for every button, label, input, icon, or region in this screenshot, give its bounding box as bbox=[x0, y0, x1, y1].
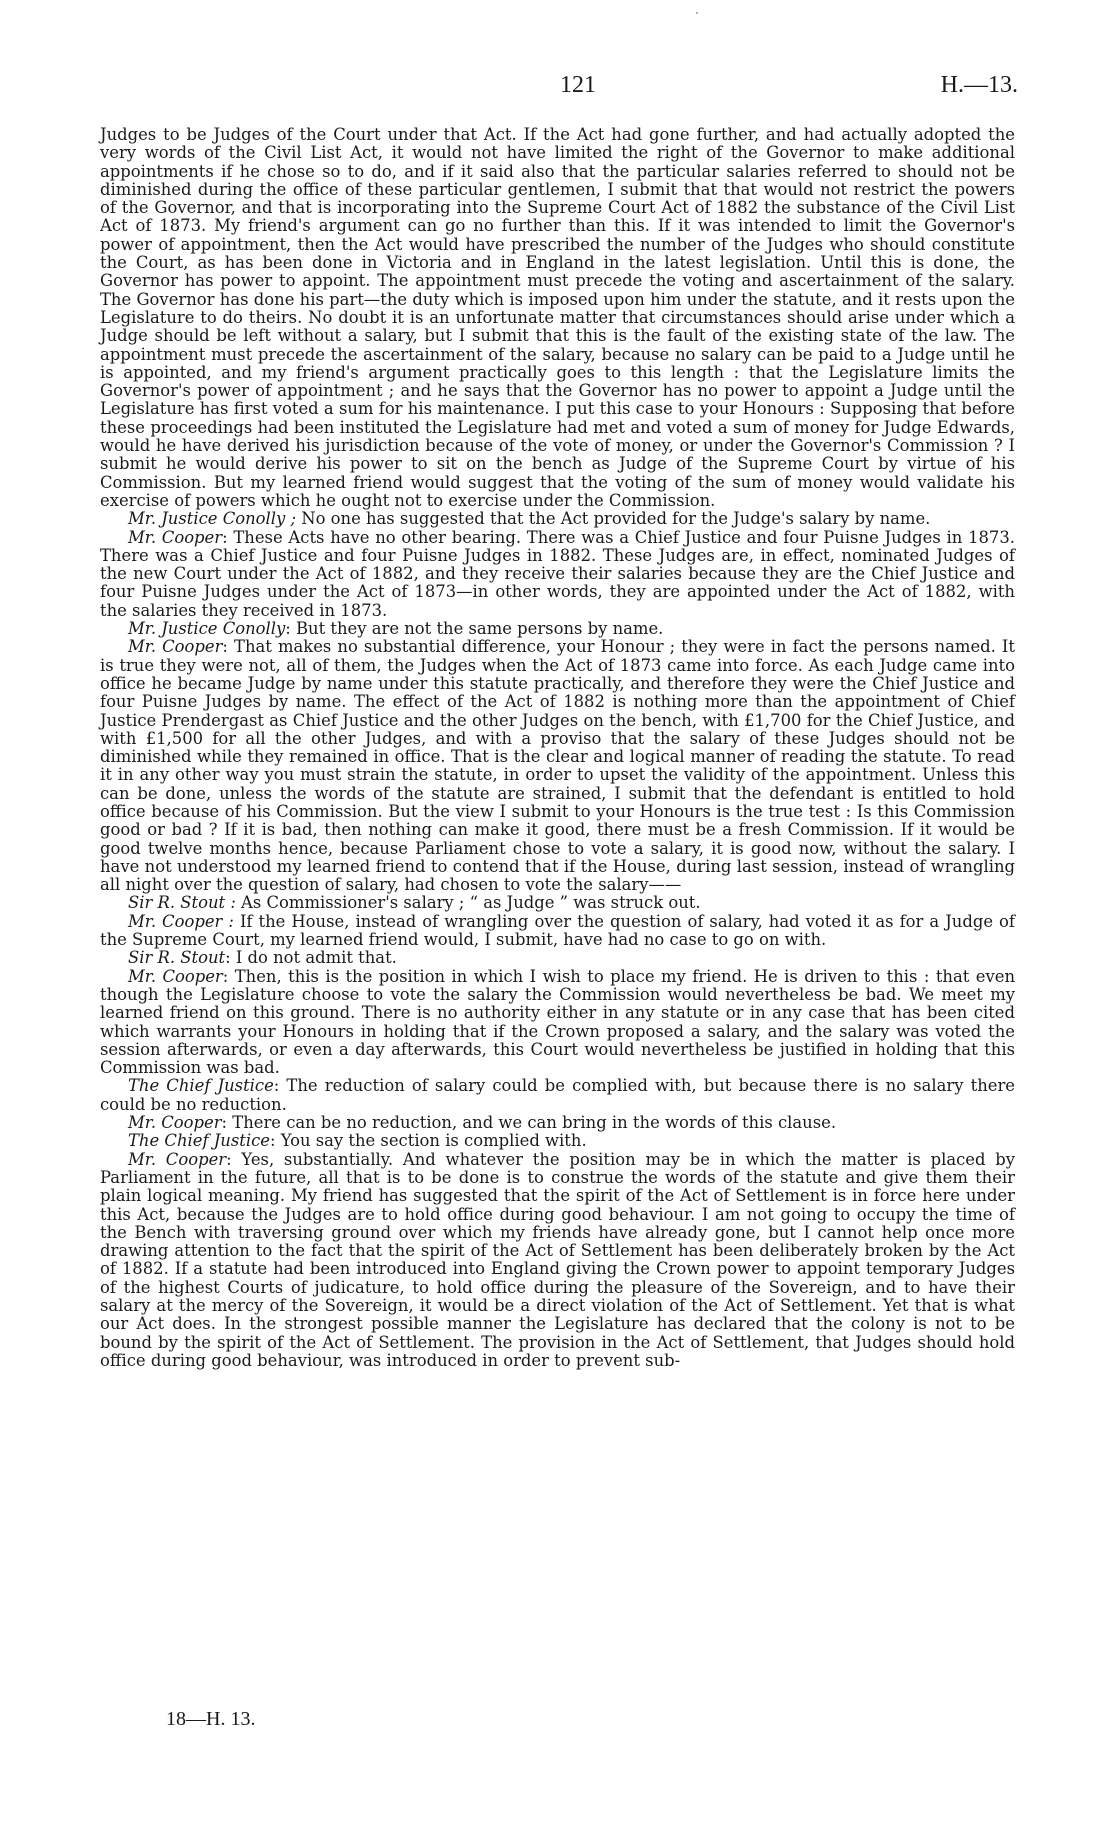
page-signature: 18—H. 13. bbox=[166, 1708, 256, 1730]
scan-speck bbox=[696, 12, 698, 14]
page-header bbox=[0, 58, 1114, 98]
paragraph-text: No one has suggested that the Act provided for the Judge's salary by name. bbox=[296, 509, 931, 529]
speaker-name: Sir R. Stout bbox=[128, 948, 226, 968]
paragraph-text: : There can be no reduction, and we can bring in the words of this clause. bbox=[221, 1113, 837, 1133]
speaker-name: Mr. Cooper : bbox=[128, 911, 234, 931]
speaker-name: Mr. Cooper bbox=[128, 1149, 227, 1169]
paragraph-text: : The reduction of salary could be complied with, but because there is no salary there could be no reduction. bbox=[100, 1076, 1015, 1114]
paragraph-text: : Then, this is the position in which I wish to place my friend. He is driven to this : that even though the Legislature choose to vote the salary the Commission would nevertheless be bad. We meet my learned friend on this ground. There is no authority either in any statute or in any case that has been cited which warrants your Honours in holding that if the Crown proposed a salary, and the salary was voted the session afterwards, or even a day afterwards, this Court would nevertheless be justified in holding that this Commission was bad. bbox=[100, 966, 1016, 1078]
speaker-name: The Chief Justice bbox=[128, 1076, 274, 1096]
paragraph bbox=[100, 1077, 1015, 1114]
paragraph bbox=[100, 510, 1015, 528]
paragraph-text: : I do not admit that. bbox=[225, 948, 397, 968]
paragraph bbox=[100, 620, 1015, 638]
paragraph bbox=[100, 949, 1015, 967]
page-number: 121 bbox=[560, 72, 596, 98]
document-code: H.—13. bbox=[940, 72, 1018, 98]
paragraph bbox=[100, 894, 1015, 912]
speaker-name: The Chief Justice bbox=[128, 1131, 270, 1151]
paragraph-text: : Yes, substantially. And whatever the position may be in which the matter is placed by Parliament in the future, all that is to be done is to construe the words of the statute and give them their plain logical meaning. My friend has suggested that the spirit of the Act of Settlement is in force here under this Act, because the Judges are to hold office during good behaviour. I am not going to occupy the time of the Bench with traversing ground over which my friends have already gone, but I cannot help once more drawing attention to the fact that the spirit of the Act of Settlement has been deliberately broken by the Act of 1882. If a statute had been introduced into England giving the Crown power to appoint temporary Judges of the highest Courts of judicature, to hold office during the pleasure of the Sovereign, and to have their salary at the mercy of the Sovereign, it would be a direct violation of the Act of Settlement. Yet that is what our Act does. In the strongest possible manner the Legislature has declared that the colony is not to be bound by the spirit of the Act of Settlement. The provision in the Act of Settlement, that Judges should hold office during good behaviour, was introduced in order to prevent sub- bbox=[100, 1149, 1016, 1370]
paragraph-text: : You say the section is complied with. bbox=[269, 1131, 587, 1151]
speaker-name: Mr. Cooper bbox=[128, 1113, 222, 1133]
paragraph-text: If the House, instead of wrangling over the question of salary, had voted it as for a Judge of the Supreme Court, my learned friend would, I submit, have had no case to go on with. bbox=[100, 911, 1015, 950]
paragraph-text: : But they are not the same persons by name. bbox=[285, 619, 664, 639]
paragraph bbox=[100, 913, 1015, 950]
paragraph bbox=[100, 1132, 1015, 1150]
paragraph-text: : These Acts have no other bearing. There was a Chief Justice and four Puisne Judges in 1873. There was a Chief Justice and four Puisne Judges in 1882. These Judges are, in effect, nominated Judges of the new Court under the Act of 1882, and they receive their salaries because they are the Chief Justice and four Puisne Judges under the Act of 1873—in other words, they are appointed under the Act of 1882, with the salaries they received in 1873. bbox=[100, 527, 1015, 620]
paragraph bbox=[100, 638, 1015, 894]
speaker-name: Sir R. Stout : bbox=[128, 893, 236, 913]
speaker-name: Mr. Cooper bbox=[128, 966, 223, 986]
paragraph bbox=[100, 968, 1015, 1078]
paragraph-text: As Commissioner's salary ; “ as Judge ” was struck out. bbox=[235, 893, 701, 913]
paragraph bbox=[100, 1114, 1015, 1132]
speaker-name: Mr. Justice Conolly bbox=[128, 619, 286, 639]
paragraph-text: : That makes no substantial difference, your Honour ; they were in fact the persons named. It is true they were not, all of them, the Judges when the Act of 1873 came into force. As each Judge came into office he became Judge by name under this statute practically, and therefore they were the Chief Justice and four Puisne Judges by name. The effect of the Act of 1882 is nothing more than the appointment of Chief Justice Prendergast as Chief Justice and the other Judges on the bench, with £1,700 for the Chief Justice, and with £1,500 for all the other Judges, and with a proviso that the salary of these Judges should not be diminished while they remained in office. That is the clear and logical manner of reading the statute. To read it in any other way you must strain the statute, in order to upset the validity of the appointment. Unless this can be done, unless the words of the statute are strained, I submit that the defendant is entitled to hold office because of his Commission. But the view I submit to your Honours is the true test : Is this Commission good or bad ? If it is bad, then nothing can make it good, there must be a fresh Commission. If it would be good twelve months hence, because Parliament chose to vote a salary, it is good now, without the salary. I have not understood my learned friend to contend that if the House, during last session, instead of wrangling all night over the question of salary, had chosen to vote the salary—— bbox=[100, 637, 1015, 895]
paragraph bbox=[100, 529, 1015, 620]
body-text bbox=[100, 126, 1015, 1370]
speaker-name: Mr. Cooper bbox=[128, 637, 223, 657]
paragraph bbox=[100, 1151, 1015, 1371]
paragraph-text: Judges to be Judges of the Court under that Act. If the Act had gone further, and had actually adopted the very words of the Civil List Act, it would not have limited the right of the Governor to make additional appointments if he chose so to do, and if it said also that the particular salaries referred to should not be diminished during the office of these particular gentlemen, I submit that that would not restrict the powers of the Governor, and that is incorporating into the Supreme Court Act of 1882 the substance of the Civil List Act of 1873. My friend's argument can go no further than this. If it was intended to limit the Governor's power of appointment, then the Act would have prescribed the number of the Judges who should constitute the Court, as has been done in Victoria and in England in the latest legislation. Until this is done, the Governor has power to appoint. The appointment must precede the voting and ascertainment of the salary. The Governor has done his part—the duty which is imposed upon him under the statute, and it rests upon the Legislature to do theirs. No doubt it is an unfortunate matter that circumstances should arise under which a Judge should be left without a salary, but I submit that this is the fault of the existing state of the law. The appointment must precede the ascertainment of the salary, because no salary can be paid to a Judge until he is appointed, and my friend's argument practically goes to this length : that the Legislature limits the Governor's power of appointment ; and he says that the Governor has no power to appoint a Judge until the Legislature has first voted a sum for his maintenance. I put this case to your Honours : Supposing that before these proceedings had been instituted the Legislature had met and voted a sum of money for Judge Edwards, would he have derived his jurisdiction because of the vote of money, or under the Governor's Commission ? I submit he would derive his power to sit on the bench as Judge of the Supreme Court by virtue of his Commission. But my learned friend would suggest that the voting of the sum of money would validate his exercise of powers which he ought not to exercise under the Commission. bbox=[100, 125, 1015, 510]
speaker-name: Mr. Justice Conolly ; bbox=[128, 509, 297, 529]
paragraph bbox=[100, 126, 1015, 510]
speaker-name: Mr. Cooper bbox=[128, 527, 223, 547]
